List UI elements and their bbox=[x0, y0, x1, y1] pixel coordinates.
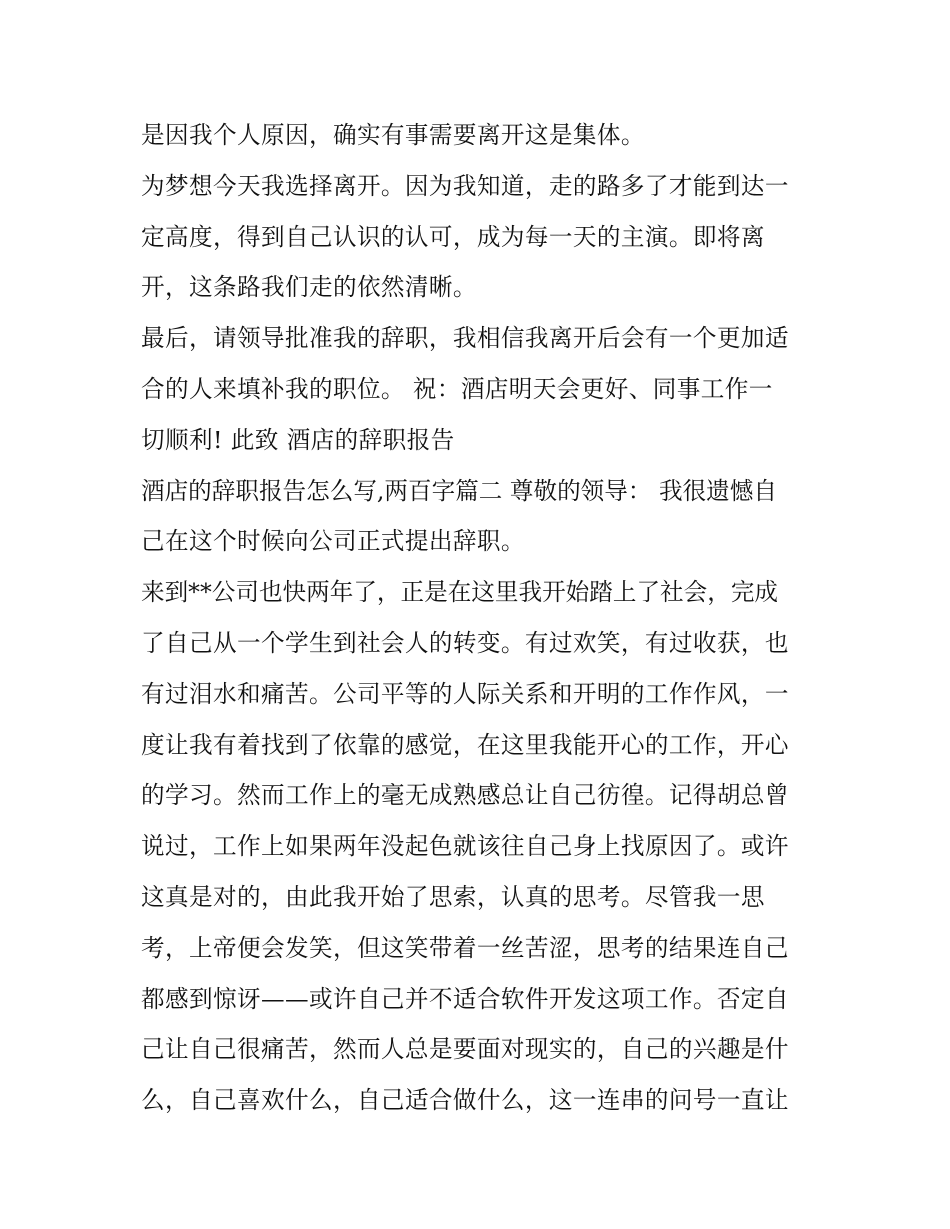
text-line: 为梦想今天我选择离开。因为我知道，走的路多了才能到达一 bbox=[141, 171, 789, 200]
text-line: 开，这条路我们走的依然清晰。 bbox=[141, 273, 477, 302]
text-line: 是因我个人原因，确实有事需要离开这是集体。 bbox=[141, 121, 645, 149]
text-line: 切顺利! 此致 酒店的辞职报告 bbox=[141, 425, 455, 454]
document-body bbox=[141, 110, 813, 1126]
text-line: 来到**公司也快两年了，正是在这里我开始踏上了社会，完成 bbox=[141, 578, 779, 607]
text-line: 己在这个时候向公司正式提出辞职。 bbox=[141, 527, 525, 556]
text-line: 的学习。然而工作上的毫无成熟感总让自己彷徨。记得胡总曾 bbox=[141, 781, 789, 810]
text-line: 了自己从一个学生到社会人的转变。有过欢笑，有过收获，也 bbox=[141, 628, 789, 657]
text-line: 都感到惊讶——或许自己并不适合软件开发这项工作。否定自 bbox=[141, 984, 789, 1013]
text-line: 定高度，得到自己认识的认可，成为每一天的主演。即将离 bbox=[141, 222, 765, 251]
text-line: 考，上帝便会发笑，但这笑带着一丝苦涩，思考的结果连自己 bbox=[141, 933, 789, 962]
text-line: 么，自己喜欢什么，自己适合做什么，这一连串的问号一直让 bbox=[141, 1086, 789, 1115]
text-line: 己让自己很痛苦，然而人总是要面对现实的，自己的兴趣是什 bbox=[141, 1035, 789, 1064]
text-line: 有过泪水和痛苦。公司平等的人际关系和开明的工作作风，一 bbox=[141, 679, 789, 708]
text-line: 最后，请领导批准我的辞职，我相信我离开后会有一个更加适 bbox=[141, 324, 789, 353]
text-line: 这真是对的，由此我开始了思索，认真的思考。尽管我一思 bbox=[141, 882, 765, 911]
text-line: 说过，工作上如果两年没起色就该往自己身上找原因了。或许 bbox=[141, 832, 789, 861]
text-line: 酒店的辞职报告怎么写,两百字篇二 尊敬的领导： 我很遗憾自 bbox=[141, 476, 777, 505]
text-line: 度让我有着找到了依靠的感觉，在这里我能开心的工作，开心 bbox=[141, 730, 789, 759]
text-line: 合的人来填补我的职位。 祝：酒店明天会更好、同事工作一 bbox=[141, 374, 773, 403]
